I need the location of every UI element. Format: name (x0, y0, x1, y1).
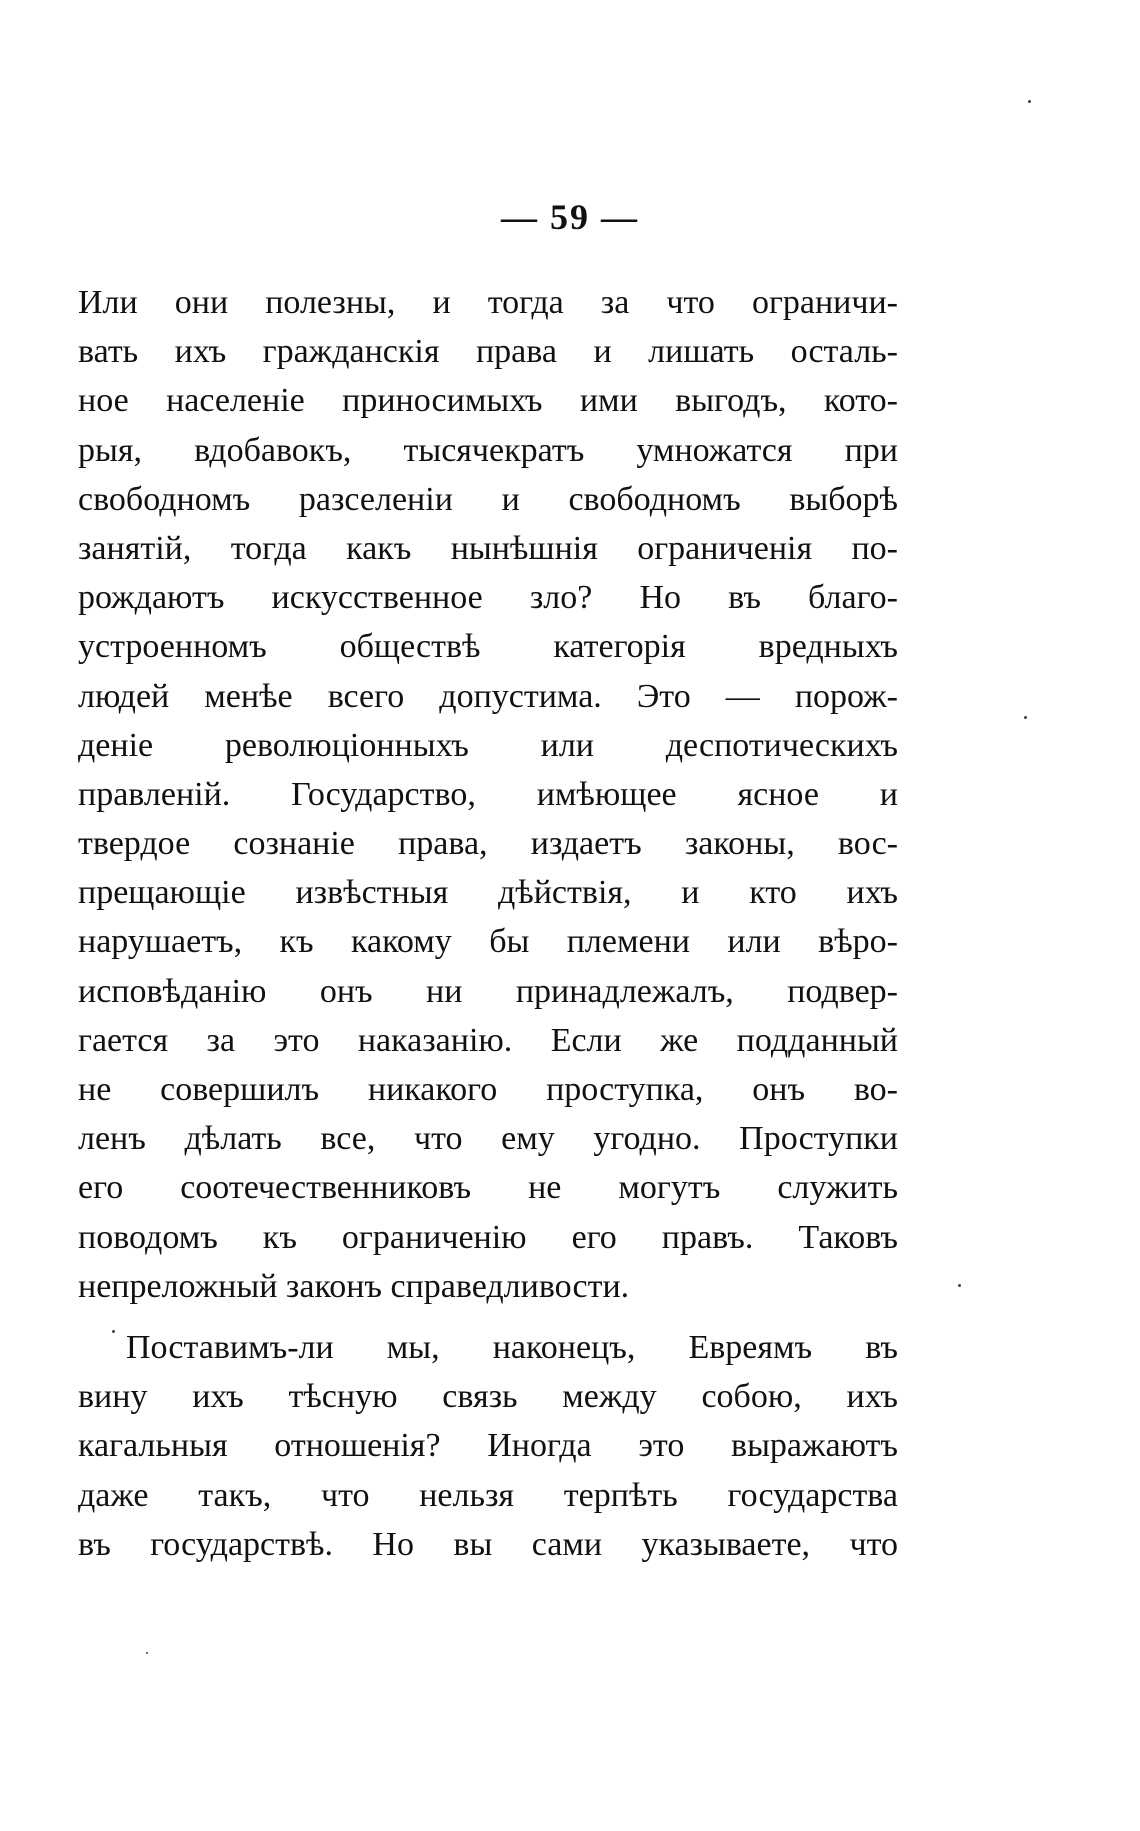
text-line: твердое сознаніе права, издаетъ законы, вос- (78, 825, 898, 863)
body-text (78, 278, 898, 1569)
text-line: людей менѣе всего допустима. Это — порож- (78, 677, 898, 715)
scan-speck (958, 1284, 961, 1287)
text-line: ное населеніе приносимыхъ ими выгодъ, кото- (78, 382, 898, 420)
text-line: непреложный законъ справедливости. (78, 1267, 630, 1305)
text-line: Поставимъ-ли мы, наконецъ, Евреямъ въ (126, 1328, 898, 1366)
text-line: кагальныя отношенія? Иногда это выражаютъ (78, 1427, 898, 1465)
text-line: гается за это наказанію. Если же подданный (78, 1021, 898, 1059)
scan-speck (1028, 100, 1031, 103)
text-line: свободномъ разселеніи и свободномъ выборѣ (78, 480, 898, 518)
paragraph-1 (78, 278, 898, 1311)
text-line: Или они полезны, и тогда за что ограничи- (78, 284, 898, 321)
text-line: нарушаетъ, къ какому бы племени или вѣро- (78, 923, 898, 961)
text-line: занятій, тогда какъ нынѣшнія ограниченія по- (78, 529, 898, 567)
text-line: поводомъ къ ограниченію его правъ. Таковъ (78, 1218, 898, 1256)
text-line: рыя, вдобавокъ, тысячекратъ умножатся при (78, 431, 898, 469)
paragraph-2 (78, 1323, 898, 1569)
text-line: правленій. Государство, имѣющее ясное и (78, 775, 898, 813)
text-line: въ государствѣ. Но вы сами указываете, что (78, 1525, 898, 1563)
scan-speck (146, 1652, 148, 1654)
text-line: прещающіе извѣстныя дѣйствія, и кто ихъ (78, 874, 898, 912)
text-line: его соотечественниковъ не могутъ служить (78, 1169, 898, 1207)
paragraph-gap (78, 1311, 898, 1323)
scan-speck (1024, 716, 1027, 719)
scan-speck (112, 1330, 115, 1333)
text-line: ленъ дѣлать все, что ему угодно. Проступки (78, 1120, 898, 1158)
text-line: устроенномъ обществѣ категорія вредныхъ (78, 628, 898, 666)
text-line: даже такъ, что нельзя терпѣть государства (78, 1476, 898, 1514)
text-line: исповѣданію онъ ни принадлежалъ, подвер- (78, 972, 898, 1010)
page-number: — 59 — (501, 197, 639, 237)
text-line: вать ихъ гражданскія права и лишать осталь- (78, 333, 898, 371)
text-line: рождаютъ искусственное зло? Но въ благо- (78, 579, 898, 617)
text-line: вину ихъ тѣсную связь между собою, ихъ (78, 1378, 898, 1416)
text-line: не совершилъ никакого проступка, онъ во- (78, 1071, 898, 1108)
text-line: деніе революціонныхъ или деспотическихъ (78, 726, 898, 764)
